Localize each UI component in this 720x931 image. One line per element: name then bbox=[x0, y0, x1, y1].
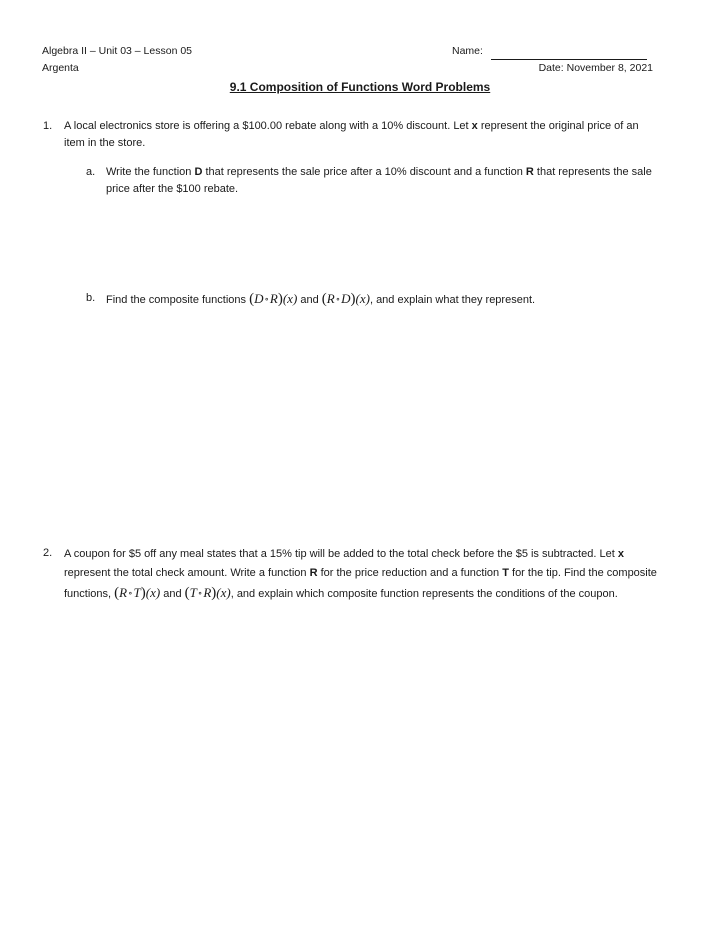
question-text: A coupon for $5 off any meal states that a 15% tip will be added to the total check before the $5 is subtracted. Let x represent the total check amount. Write a function R for the price reduction and a function T for the tip. Find the composite functions, (R∘T)(x) and (T∘R)(x), and explain which composite function represents the conditions of the coupon. bbox=[64, 548, 657, 601]
question-1a bbox=[86, 164, 656, 198]
teacher-label: Argenta bbox=[42, 62, 79, 74]
date-row bbox=[452, 60, 657, 77]
composite-expression: (R∘T)(x) bbox=[114, 585, 161, 601]
question-number: 1. bbox=[43, 120, 53, 132]
composite-expression: (T∘R)(x) bbox=[184, 585, 231, 601]
subquestion-label: b. bbox=[86, 292, 96, 304]
question-1 bbox=[43, 118, 653, 152]
question-1b bbox=[86, 290, 656, 309]
name-blank-line bbox=[491, 47, 647, 60]
date-label: Date: bbox=[538, 62, 564, 74]
subquestion-text: Find the composite functions (D∘R)(x) and (R∘D)(x), and explain what they represent. bbox=[106, 291, 536, 307]
name-label: Name: bbox=[452, 45, 483, 57]
header-left bbox=[42, 43, 192, 77]
subquestion-label: a. bbox=[86, 166, 96, 178]
question-2 bbox=[43, 545, 658, 604]
name-row bbox=[452, 43, 657, 60]
header-right bbox=[452, 43, 657, 77]
composite-expression: (R∘D)(x) bbox=[321, 291, 370, 307]
question-text: A local electronics store is offering a $100.00 rebate along with a 10% discount. Let x represent the original price of an item in the store. bbox=[64, 120, 639, 149]
composite-expression: (D∘R)(x) bbox=[249, 291, 298, 307]
subquestion-text: Write the function D that represents the sale price after a 10% discount and a function R that represents the sale price after the $100 rebate. bbox=[106, 166, 652, 195]
worksheet-title: 9.1 Composition of Functions Word Problems bbox=[229, 80, 491, 94]
question-number: 2. bbox=[43, 547, 53, 559]
course-label: Algebra II – Unit 03 – Lesson 05 bbox=[42, 45, 193, 57]
date-value: November 8, 2021 bbox=[566, 62, 653, 74]
